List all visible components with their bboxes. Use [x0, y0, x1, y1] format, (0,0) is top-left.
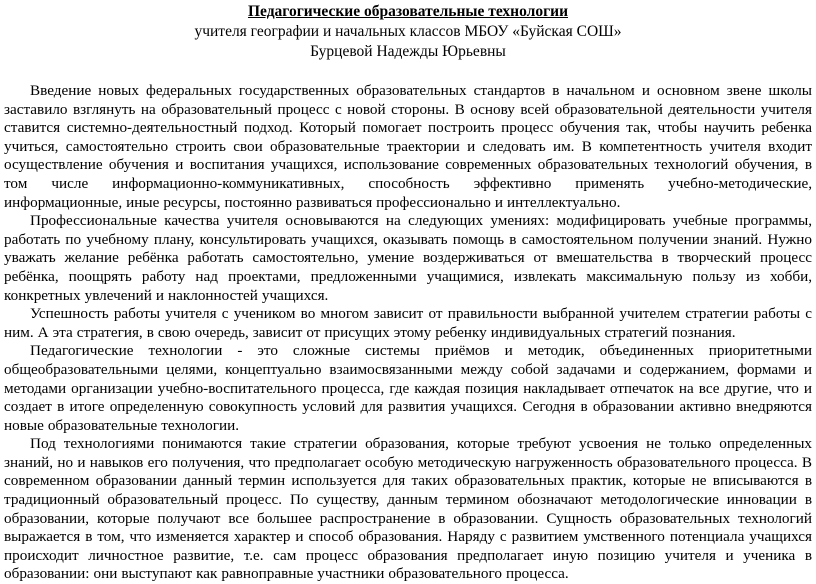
paragraph-technology-definition: Под технологиями понимаются такие стратегии образования, которые требуют усвоения не только определенных знаний, но и навыков его получения, что предполагает особую методическую нагруженность образовательного процесса. В современном образовании данный термин используется для таких образовательных практик, которые не вписываются в традиционный образовательный процесс. По существу, данным термином обозначают методологические инновации в образовании, которые получают все большее распространение в образовании. Сущность образовательных технологий выражается в том, что изменяется характер и способ образования. Наряду с развитием умственного потенциала учащихся происходит личностное развитие, т.е. сам процесс образования предполагает иную позицию учителя и ученика в образовании: они выступают как равноправные участники образовательного процесса. — [4, 435, 812, 583]
paragraph-teacher-strategy: Успешность работы учителя с учеником во многом зависит от правильности выбранной учителем стратегии работы с ним. А эта стратегия, в свою очередь, зависит от присущих этому ребенку индивидуальных стратегий познания. — [4, 305, 812, 341]
paragraph-pedagogical-technologies: Педагогические технологии - это сложные системы приёмов и методик, объединенных приоритетными общеобразовательными целями, концептуально взаимосвязанными между собой задачами и содержанием, формами и методами организации учебно-воспитательного процесса, где каждая позиция накладывает отпечаток на все другие, что и создает в итоге определенную совокупность условий для развития учащихся. Сегодня в образовании активно внедряются новые образовательные технологии. — [4, 342, 812, 434]
document-header — [4, 2, 812, 62]
blank-line — [4, 62, 812, 82]
document-body — [4, 82, 812, 584]
author-position: учителя географии и начальных классов МБОУ «Буйская СОШ» — [194, 23, 622, 40]
document-title: Педагогические образовательные технологии — [247, 3, 569, 20]
paragraph-introduction: Введение новых федеральных государственных образовательных стандартов в начальном и основном звене школы заставило взглянуть на образовательный процесс с новой стороны. В основу всей образовательной деятельности учителя ставится системно-деятельностный подход. Который помогает построить процесс обучения так, чтобы научить ребенка учиться, самостоятельно строить свои образовательные траектории и следовать им. В компетентность учителя входит осуществление обучения и воспитания учащихся, использование современных образовательных технологий обучения, в том числе информационно-коммуникативных, способность эффективно применять учебно-методические, информационные, иные ресурсы, постоянно развиваться профессионально и интеллектуально. — [4, 82, 812, 211]
author-name: Бурцевой Надежды Юрьевны — [310, 43, 506, 60]
paragraph-teacher-skills: Профессиональные качества учителя основываются на следующих умениях: модифицировать учебные программы, работать по учебному плану, консультировать учащихся, оказывать помощь в самостоятельном получении знаний. Нужно уважать желание ребёнка работать самостоятельно, умение воздерживаться от вмешательства в творческий процесс ребёнка, поощрять работу над проектами, предложенными учащимися, извлекать максимальную пользу из хобби, конкретных увлечений и наклонностей учащихся. — [4, 212, 812, 304]
